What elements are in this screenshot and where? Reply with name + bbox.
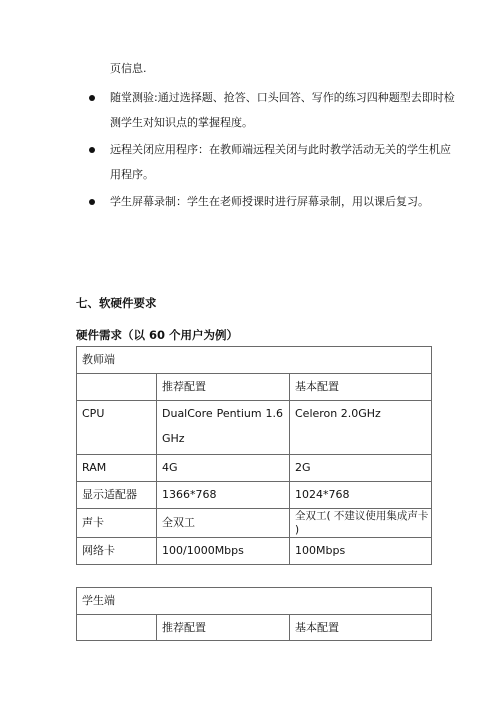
cell-basic: Celeron 2.0GHz <box>290 401 432 455</box>
continued-text: 页信息. <box>110 62 147 75</box>
cpu-word: Pentium <box>216 407 262 420</box>
bullet-3-line-1: 学生屏幕录制：学生在老师授课时进行屏幕录制，用以课后复习。 <box>110 195 429 208</box>
table-title: 教师端 <box>77 347 432 374</box>
cell-recommended: 100/1000Mbps <box>157 538 290 565</box>
cpu-recommended-line-2: GHz <box>162 432 185 445</box>
column-header-basic: 基本配置 <box>290 374 432 401</box>
table-row <box>77 482 432 509</box>
cell-recommended: 4G <box>157 455 290 482</box>
table-header-empty <box>77 374 157 401</box>
table-title: 学生端 <box>77 588 432 615</box>
table-header-empty <box>77 615 157 641</box>
column-header-recommended: 推荐配置 <box>157 374 290 401</box>
row-label: RAM <box>77 455 157 482</box>
cell-recommended: 1366*768 <box>157 482 290 509</box>
cell-basic: 全双工( 不建议使用集成声卡 ) <box>290 509 432 538</box>
row-label: 声卡 <box>77 509 157 538</box>
cell-basic: 1024*768 <box>290 482 432 509</box>
cpu-word: 1.6 <box>265 407 283 420</box>
table-row <box>77 455 432 482</box>
bullet-dot <box>89 199 95 205</box>
section-subheading: 硬件需求（以 60 个用户为例） <box>76 328 239 342</box>
table-row <box>77 401 432 455</box>
bullet-dot <box>89 147 95 153</box>
cell-recommended <box>157 401 290 455</box>
section-heading: 七、软硬件要求 <box>76 296 157 310</box>
bullet-1-line-1: 随堂测验:通过选择题、抢答、口头回答、写作的练习四种题型去即时检 <box>110 91 455 104</box>
row-label: CPU <box>77 401 157 455</box>
cell-recommended: 全双工 <box>157 509 290 538</box>
cpu-recommended-line-1 <box>162 407 289 421</box>
table-row <box>77 509 432 538</box>
student-hardware-table <box>76 587 432 641</box>
bullet-2-line-1: 远程关闭应用程序：在教师端远程关闭与此时教学活动无关的学生机应 <box>110 143 451 156</box>
row-label: 网络卡 <box>77 538 157 565</box>
column-header-recommended: 推荐配置 <box>157 615 290 641</box>
column-header-basic: 基本配置 <box>290 615 432 641</box>
bullet-1-line-2: 测学生对知识点的掌握程度。 <box>110 116 253 129</box>
cpu-word: DualCore <box>162 407 213 420</box>
bullet-dot <box>89 95 95 101</box>
bullet-2-line-2: 用程序。 <box>110 168 154 181</box>
table-row <box>77 538 432 565</box>
teacher-hardware-table <box>76 346 432 565</box>
cell-basic: 2G <box>290 455 432 482</box>
row-label: 显示适配器 <box>77 482 157 509</box>
cell-basic: 100Mbps <box>290 538 432 565</box>
